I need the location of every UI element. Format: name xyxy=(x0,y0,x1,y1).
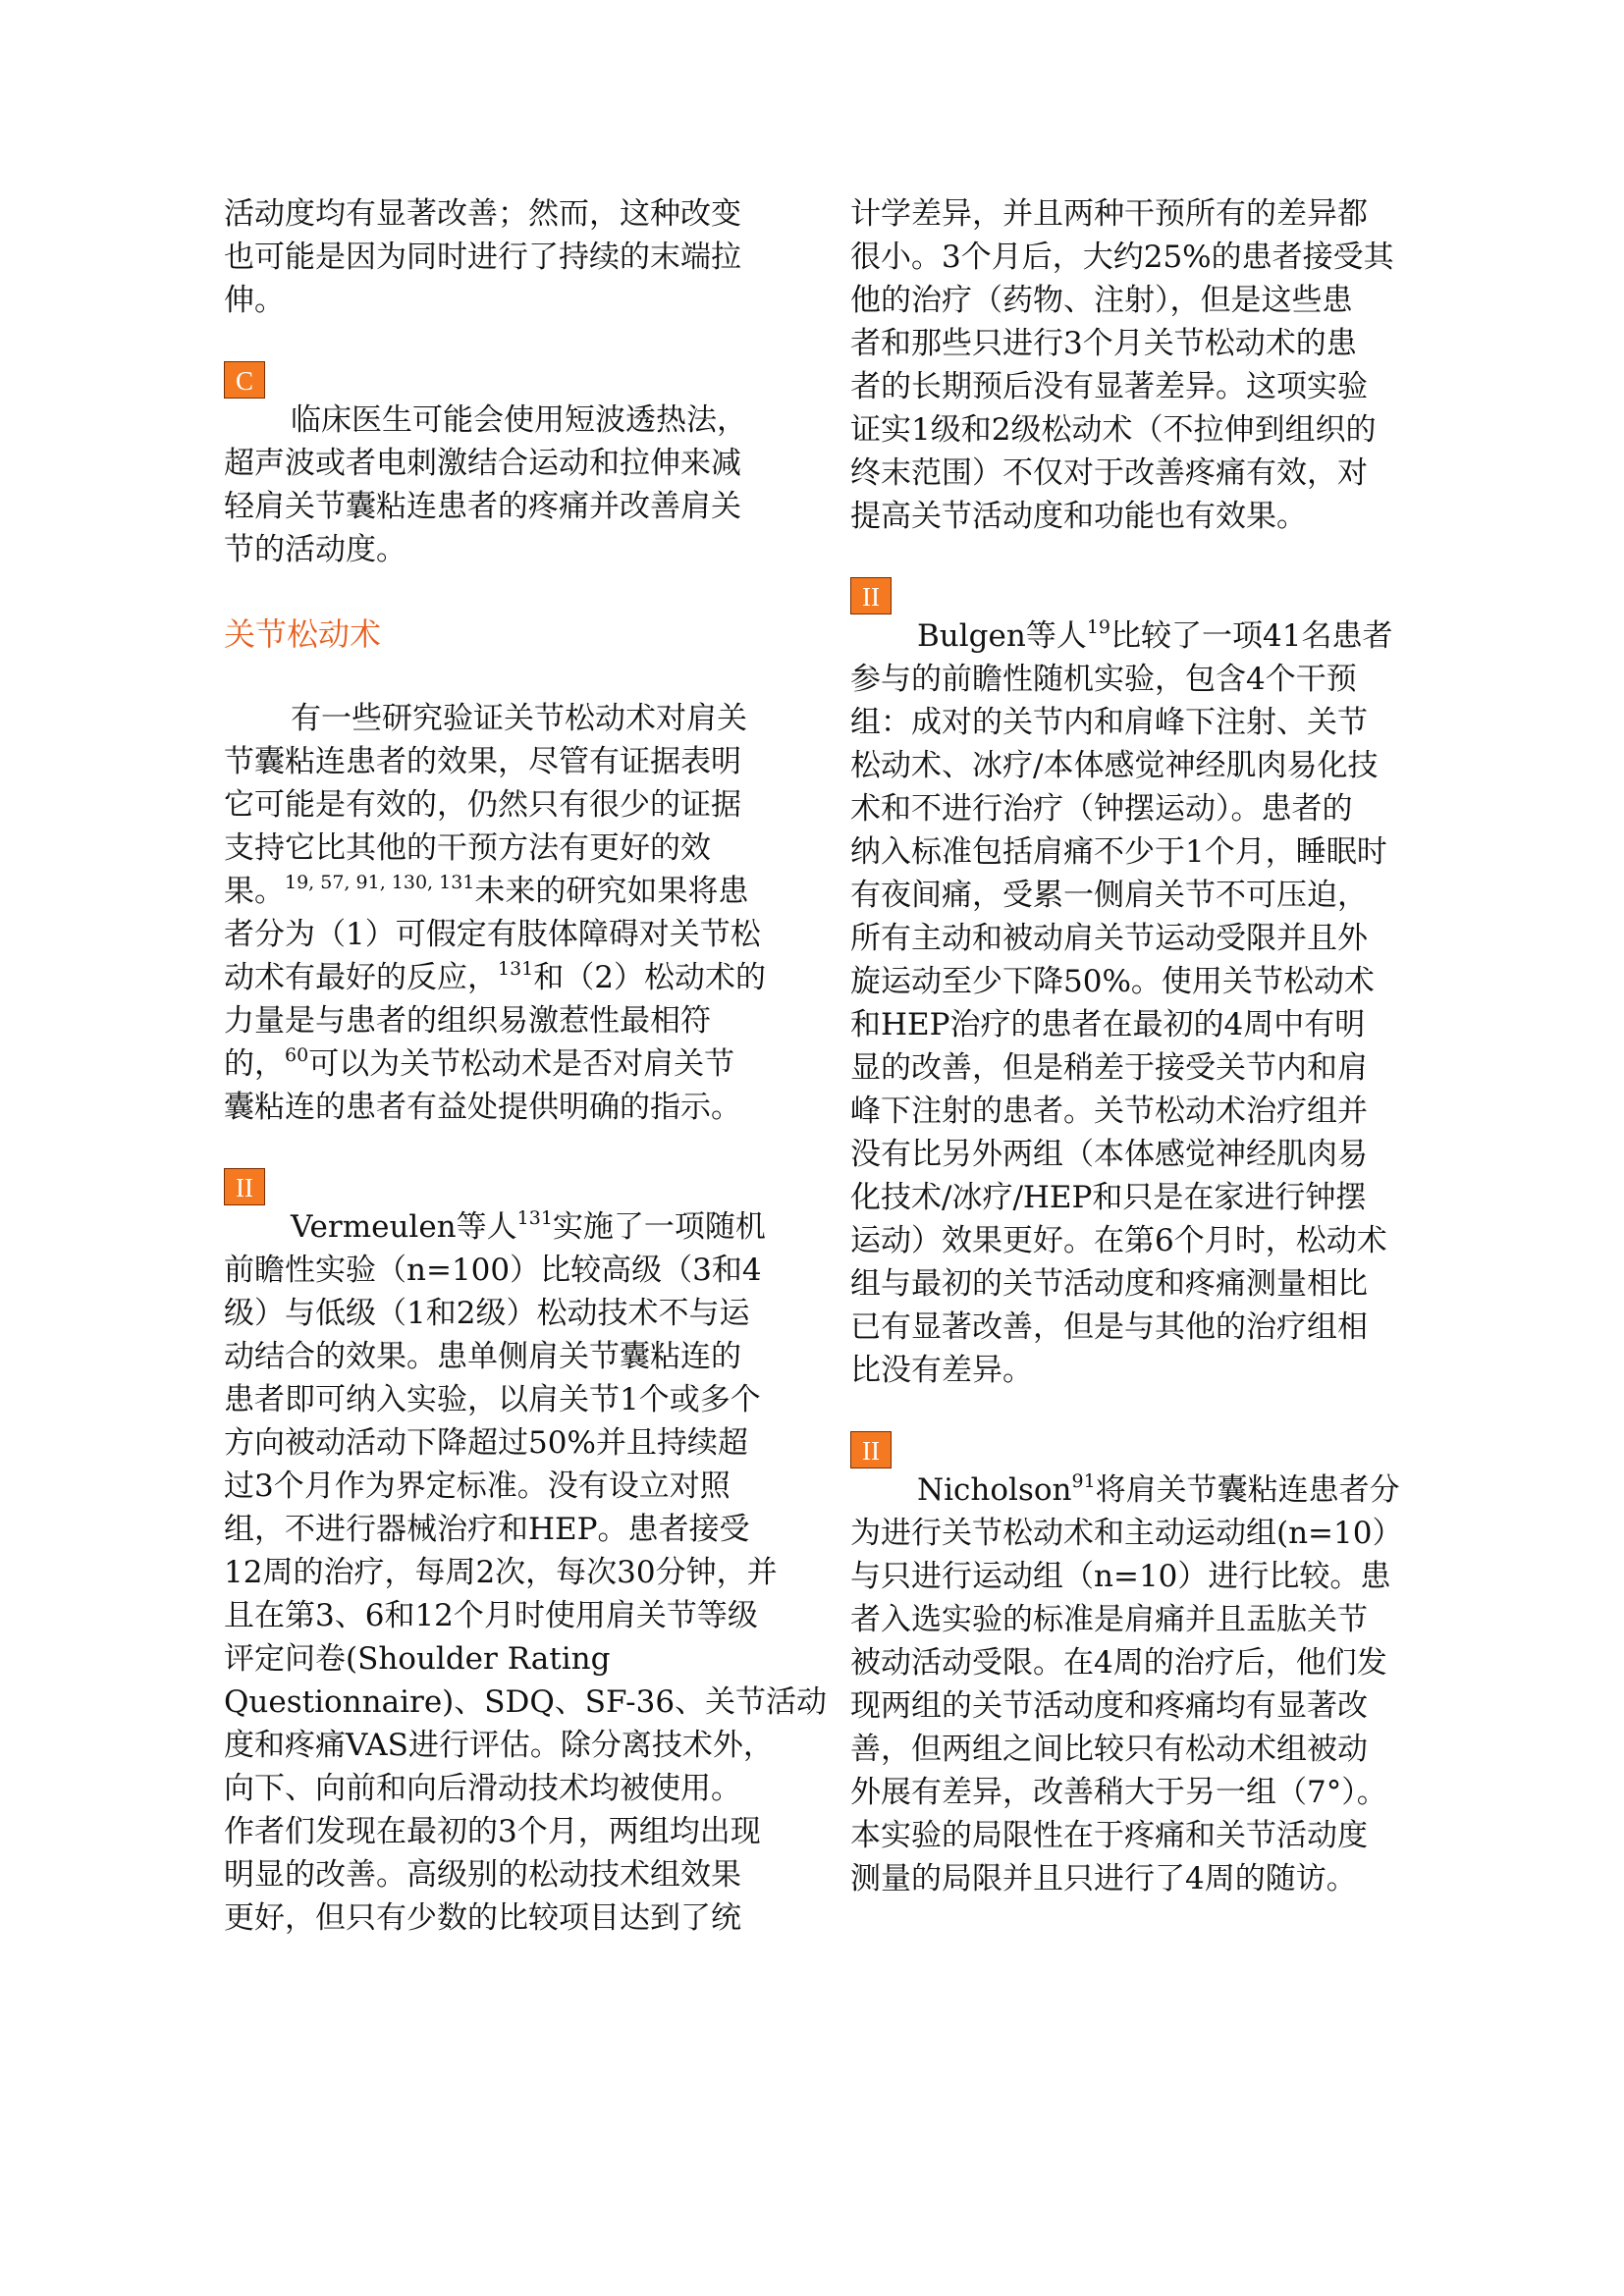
text-line: 峰下注射的患者。关节松动术治疗组并 xyxy=(850,1094,1368,1129)
text-line: 伸。 xyxy=(224,283,285,318)
text-line: 所有主动和被动肩关节运动受限并且外 xyxy=(850,921,1368,956)
text-line: 计学差异，并且两种干预所有的差异都 xyxy=(850,196,1368,232)
text-segment: 的， xyxy=(224,1046,285,1082)
text-line: 动结合的效果。患单侧肩关节囊粘连的 xyxy=(224,1339,741,1374)
citation-superscript: 131 xyxy=(516,1206,553,1229)
right-column xyxy=(850,192,1420,1900)
citation-superscript: 131 xyxy=(498,957,534,980)
text-line: 有一些研究验证关节松动术对肩关 xyxy=(291,701,747,736)
text-segment: 比较了一项41名患者 xyxy=(1110,618,1393,654)
paragraph-left-3 xyxy=(224,697,791,1129)
text-line: 运动）效果更好。在第6个月时，松动术 xyxy=(850,1223,1387,1258)
evidence-grade-badge-c: C xyxy=(224,361,265,399)
text-segment: 可以为关节松动术是否对肩关节 xyxy=(308,1046,735,1082)
text-line: 者的长期预后没有显著差异。这项实验 xyxy=(850,369,1368,404)
text-line: 前瞻性实验（n=100）比较高级（3和4 xyxy=(224,1253,762,1288)
text-segment: 实施了一项随机 xyxy=(552,1209,766,1245)
citation-superscript: 19, 57, 91, 130, 131 xyxy=(285,871,475,893)
text-line: 他的治疗（药物、注射），但是这些患 xyxy=(850,283,1353,318)
text-line: 节的活动度。 xyxy=(224,532,406,567)
text-line: 者和那些只进行3个月关节松动术的患 xyxy=(850,326,1357,361)
text-line: 12周的治疗，每周2次，每次30分钟，并 xyxy=(224,1555,778,1590)
text-line: 力量是与患者的组织易激惹性最相符 xyxy=(224,1003,711,1039)
paragraph-left-4 xyxy=(224,1205,828,1940)
text-line: 它可能是有效的，仍然只有很少的证据 xyxy=(224,787,741,823)
text-line: 临床医生可能会使用短波透热法， xyxy=(291,402,747,438)
text-line: 且在第3、6和12个月时使用肩关节等级 xyxy=(224,1598,758,1633)
text-line: 超声波或者电刺激结合运动和拉伸来减 xyxy=(224,446,741,481)
citation-superscript: 19 xyxy=(1086,615,1111,638)
text-line: 纳入标准包括肩痛不少于1个月，睡眠时 xyxy=(850,834,1387,870)
text-line: 旋运动至少下降50%。使用关节松动术 xyxy=(850,964,1375,999)
text-line: 组与最初的关节活动度和疼痛测量相比 xyxy=(850,1266,1368,1302)
text-line: 显的改善，但是稍差于接受关节内和肩 xyxy=(850,1050,1368,1086)
text-line: 与只进行运动组（n=10）进行比较。患 xyxy=(850,1559,1391,1594)
text-line: 术和不进行治疗（钟摆运动）。患者的 xyxy=(850,791,1353,827)
text-line: 作者们发现在最初的3个月，两组均出现 xyxy=(224,1814,761,1849)
text-line: 方向被动活动下降超过50%并且持续超 xyxy=(224,1425,748,1461)
text-line: 轻肩关节囊粘连患者的疼痛并改善肩关 xyxy=(224,489,741,524)
text-segment: Vermeulen等人 xyxy=(291,1209,517,1245)
text-line: 比没有差异。 xyxy=(850,1353,1033,1388)
text-segment: 果。 xyxy=(224,874,285,909)
evidence-grade-badge-ii: II xyxy=(850,577,892,614)
text-line: 度和疼痛VAS进行评估。除分离技术外， xyxy=(224,1728,774,1763)
text-line: 向下、向前和向后滑动技术均被使用。 xyxy=(224,1771,741,1806)
text-line: 节囊粘连患者的效果，尽管有证据表明 xyxy=(224,744,741,779)
text-segment: Bulgen等人 xyxy=(917,618,1087,654)
section-heading: 关节松动术 xyxy=(224,615,382,653)
text-line: 外展有差异，改善稍大于另一组（7°）。 xyxy=(850,1775,1387,1810)
left-column xyxy=(224,192,828,1940)
text-line: 也可能是因为同时进行了持续的末端拉 xyxy=(224,240,741,275)
text-line: 已有显著改善，但是与其他的治疗组相 xyxy=(850,1309,1368,1345)
text-line: 测量的局限并且只进行了4周的随访。 xyxy=(850,1861,1357,1896)
text-line: 本实验的局限性在于疼痛和关节活动度 xyxy=(850,1818,1368,1853)
text-line: 提高关节活动度和功能也有效果。 xyxy=(850,499,1307,534)
text-line: 没有比另外两组（本体感觉神经肌肉易 xyxy=(850,1137,1368,1172)
text-segment: 未来的研究如果将患 xyxy=(474,874,749,909)
text-line: 支持它比其他的干预方法有更好的效 xyxy=(224,830,711,866)
text-line: 有夜间痛，受累一侧肩关节不可压迫， xyxy=(850,878,1368,913)
text-line: 化技术/冰疗/HEP和只是在家进行钟摆 xyxy=(850,1180,1367,1215)
paragraph-right-3 xyxy=(850,1468,1420,1900)
text-line: 更好，但只有少数的比较项目达到了统 xyxy=(224,1900,741,1936)
evidence-grade-badge-ii: II xyxy=(224,1168,265,1205)
text-line: 者分为（1）可假定有肢体障碍对关节松 xyxy=(224,917,761,952)
evidence-grade-badge-ii: II xyxy=(850,1431,892,1468)
text-line: 囊粘连的患者有益处提供明确的指示。 xyxy=(224,1090,741,1125)
text-line: 组，不进行器械治疗和HEP。患者接受 xyxy=(224,1512,750,1547)
text-segment: Nicholson xyxy=(917,1472,1072,1508)
text-line: 善，但两组之间比较只有松动术组被动 xyxy=(850,1732,1368,1767)
text-line: 很小。3个月后，大约25%的患者接受其 xyxy=(850,240,1394,275)
text-line: 终末范围）不仅对于改善疼痛有效，对 xyxy=(850,455,1368,491)
text-line: 组：成对的关节内和肩峰下注射、关节 xyxy=(850,705,1368,740)
text-line: 评定问卷(Shoulder Rating xyxy=(224,1641,611,1677)
text-line: 过3个月作为界定标准。没有设立对照 xyxy=(224,1468,731,1504)
paragraph-left-1 xyxy=(224,192,791,322)
text-line: Questionnaire)、SDQ、SF-36、关节活动 xyxy=(224,1684,828,1720)
text-line: 证实1级和2级松动术（不拉伸到组织的 xyxy=(850,412,1377,448)
text-line: 被动活动受限。在4周的治疗后，他们发 xyxy=(850,1645,1387,1681)
paragraph-right-1 xyxy=(850,192,1420,538)
citation-superscript: 91 xyxy=(1071,1469,1096,1492)
text-line: 活动度均有显著改善；然而，这种改变 xyxy=(224,196,741,232)
paragraph-right-2 xyxy=(850,614,1420,1392)
text-segment: 将肩关节囊粘连患者分 xyxy=(1095,1472,1400,1508)
citation-superscript: 60 xyxy=(285,1043,309,1066)
text-line: 为进行关节松动术和主动运动组(n=10） xyxy=(850,1516,1403,1551)
text-segment: 动术有最好的反应， xyxy=(224,960,498,995)
text-line: 患者即可纳入实验，以肩关节1个或多个 xyxy=(224,1382,761,1417)
text-segment: 和（2）松动术的 xyxy=(533,960,766,995)
text-line: 明显的改善。高级别的松动技术组效果 xyxy=(224,1857,741,1893)
text-line: 者入选实验的标准是肩痛并且盂肱关节 xyxy=(850,1602,1368,1637)
text-line: 和HEP治疗的患者在最初的4周中有明 xyxy=(850,1007,1366,1042)
text-line: 松动术、冰疗/本体感觉神经肌肉易化技 xyxy=(850,748,1379,783)
text-line: 现两组的关节活动度和疼痛均有显著改 xyxy=(850,1688,1368,1724)
text-line: 级）与低级（1和2级）松动技术不与运 xyxy=(224,1296,750,1331)
text-line: 参与的前瞻性随机实验，包含4个干预 xyxy=(850,662,1357,697)
paragraph-left-2 xyxy=(224,399,791,571)
